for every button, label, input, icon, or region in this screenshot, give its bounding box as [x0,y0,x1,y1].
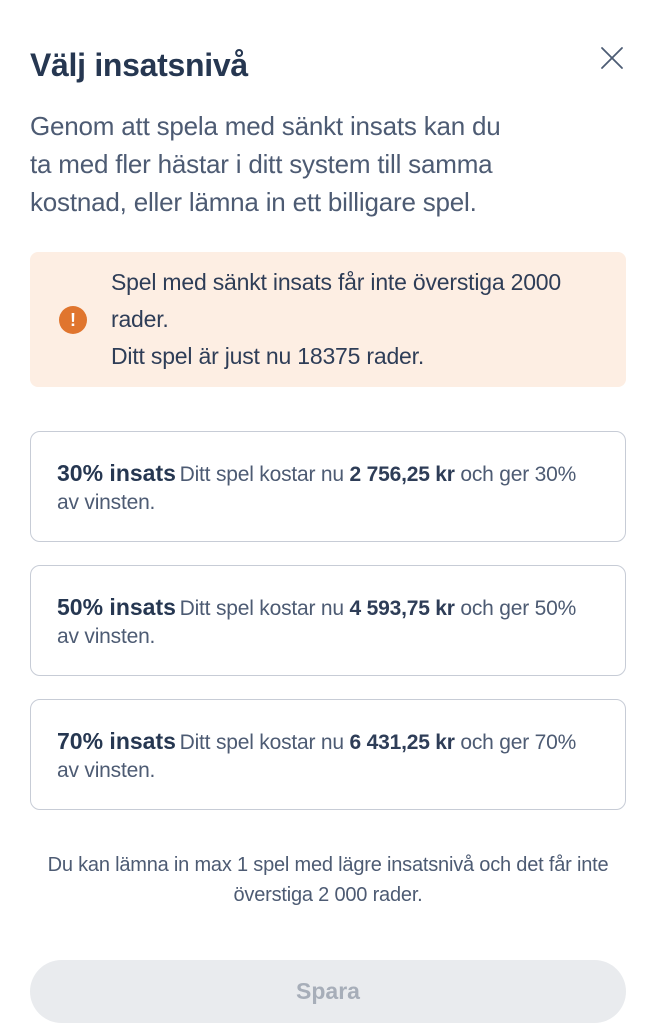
cost-amount: 2 756,25 kr [349,463,455,486]
stake-option-30[interactable] [30,431,626,542]
cost-amount: 4 593,75 kr [349,597,455,620]
save-button[interactable]: Spara [30,960,626,1023]
cost-amount: 6 431,25 kr [349,731,455,754]
warning-line-1: Spel med sänkt insats får inte överstiga 2000 rader. [111,269,561,332]
warning-icon: ! [59,306,87,334]
max-games-note-line-1: Du kan lämna in max 1 spel med lägre insatsnivå och det får inte [47,854,609,876]
cost-suffix: och ger 30% av vinsten. [57,463,577,514]
warning-line-2: Ditt spel är just nu 18375 rader. [111,343,425,369]
modal-header [30,45,626,85]
max-games-note-line-2: överstiga 2 000 rader. [233,884,423,906]
stake-option-title: 30% insats [57,460,176,486]
intro-line-3: kostnad, eller lämna in ett billigare spel. [30,187,477,217]
stake-option-70[interactable] [30,699,626,810]
close-icon [599,45,625,74]
stake-options-list [30,431,626,810]
intro-line-1: Genom att spela med sänkt insats kan du [30,111,501,141]
cost-suffix: och ger 70% av vinsten. [57,731,577,782]
stake-option-50[interactable] [30,565,626,676]
warning-alert [30,252,626,387]
max-games-note [30,850,626,910]
intro-text [30,107,626,221]
cost-prefix: Ditt spel kostar nu [179,731,350,754]
page-title: Välj insatsnivå [30,47,248,83]
cost-prefix: Ditt spel kostar nu [179,463,350,486]
cost-prefix: Ditt spel kostar nu [179,597,350,620]
stake-option-title: 70% insats [57,728,176,754]
stake-option-title: 50% insats [57,594,176,620]
intro-line-2: ta med fler hästar i ditt system till samma [30,149,493,179]
warning-text [111,264,606,375]
close-button[interactable] [594,41,630,77]
cost-suffix: och ger 50% av vinsten. [57,597,577,648]
